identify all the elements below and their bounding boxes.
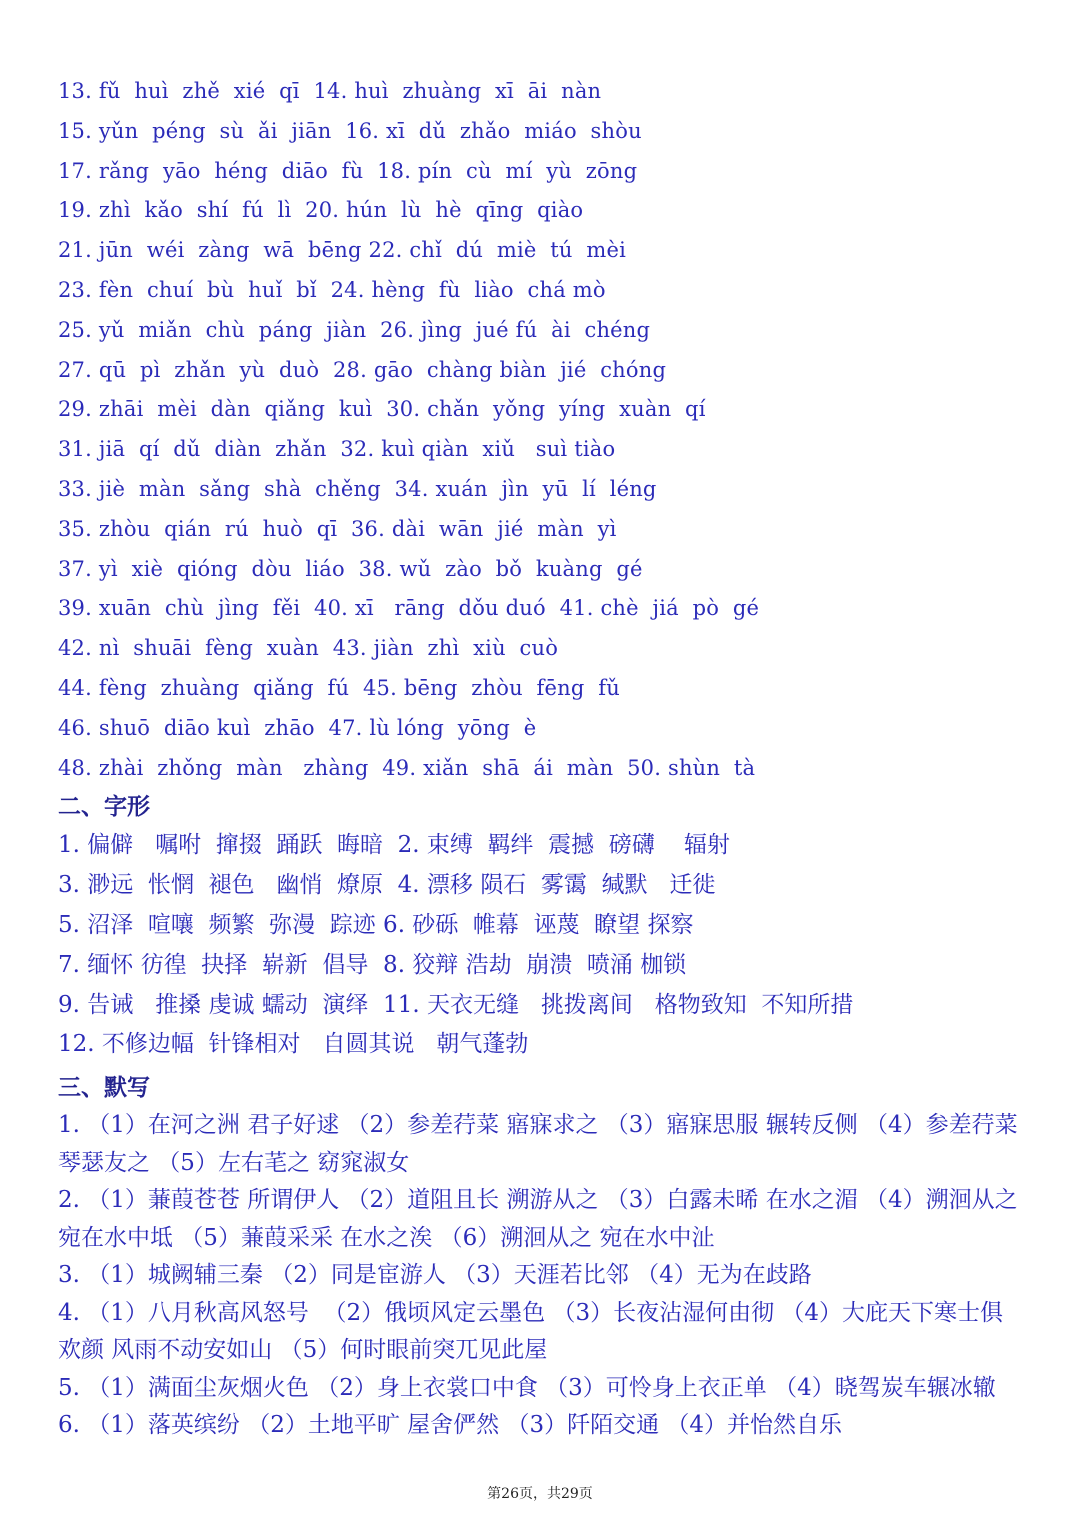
zixing-line: 12. 不修边幅 针锋相对 自圆其说 朝气蓬勃: [58, 1031, 529, 1058]
pinyin-line: 29. zhāi mèi dàn qiǎng kuì 30. chǎn yǒng yíng xuàn qí: [58, 397, 706, 422]
pinyin-line: 42. nì shuāi fèng xuàn 43. jiàn zhì xiù cuò: [58, 636, 559, 661]
moxie-paragraph: 2. （1）蒹葭苍苍 所谓伊人 （2）道阻且长 溯游从之 （3）白露未晞 在水之湄 （4）溯洄从之 宛在水中坻 （5）蒹葭采采 在水之涘 （6）溯洄从之 宛在水中沚: [58, 1187, 1025, 1251]
pinyin-line: 35. zhòu qián rú huò qī 36. dài wān jié màn yì: [58, 516, 617, 541]
pinyin-line: 19. zhì kǎo shí fú lì 20. hún lù hè qīng qiào: [58, 198, 584, 223]
pinyin-line: 21. jūn wéi zàng wā bēng 22. chǐ dú miè tú mèi: [58, 238, 627, 263]
zixing-line: 5. 沼泽 喧嚷 频繁 弥漫 踪迹 6. 砂砾 帷幕 诬蔑 瞭望 探察: [58, 911, 694, 938]
zixing-line: 9. 告诫 推搡 虔诚 蠕动 演绎 11. 天衣无缝 挑拨离间 格物致知 不知所措: [58, 991, 854, 1018]
pinyin-line: 17. rǎng yāo héng diāo fù 18. pín cù mí yù zōng: [58, 158, 638, 183]
pinyin-line: 31. jiā qí dǔ diàn zhǎn 32. kuì qiàn xiǔ suì tiào: [58, 437, 616, 462]
moxie-paragraph: 4. （1）八月秋高风怒号 （2）俄顷风定云墨色 （3）长夜沾湿何由彻 （4）大庇天下寒士俱欢颜 风雨不动安如山 （5）何时眼前突兀见此屋: [58, 1299, 1004, 1364]
moxie-section: [58, 1107, 1038, 1445]
pinyin-line: 23. fèn chuí bù huǐ bǐ 24. hèng fù liào chá mò: [58, 277, 606, 302]
pinyin-line: 48. zhài zhǒng màn zhàng 49. xiǎn shā ái màn 50. shùn tà: [58, 755, 756, 780]
pinyin-line: 39. xuān chù jìng fěi 40. xī rāng dǒu duó 41. chè jiá pò gé: [58, 596, 760, 621]
moxie-paragraph: 1. （1）在河之洲 君子好逑 （2）参差荇菜 寤寐求之 （3）寤寐思服 辗转反侧 （4）参差荇菜 琴瑟友之 （5）左右芼之 窈窕淑女: [58, 1112, 1025, 1176]
zixing-section: [58, 826, 1038, 1065]
pinyin-line: 27. qū pì zhǎn yù duò 28. gāo chàng biàn jié chóng: [58, 357, 667, 382]
pinyin-line: 33. jiè màn sǎng shà chěng 34. xuán jìn yū lí léng: [58, 476, 657, 501]
pinyin-line: 37. yì xiè qióng dòu liáo 38. wǔ zào bǒ kuàng gé: [58, 556, 643, 581]
pinyin-line: 44. fèng zhuàng qiǎng fú 45. bēng zhòu fēng fǔ: [58, 675, 620, 700]
moxie-paragraph: 6. （1）落英缤纷 （2）土地平旷 屋舍俨然 （3）阡陌交通 （4）并怡然自乐: [58, 1412, 843, 1439]
pinyin-line: 46. shuō diāo kuì zhāo 47. lù lóng yōng è: [58, 715, 537, 740]
page-footer: 第26页，共29页: [487, 1486, 593, 1502]
pinyin-line: 13. fǔ huì zhě xié qī 14. huì zhuàng xī āi nàn: [58, 79, 602, 103]
section-heading-moxie: 三、默写: [58, 1074, 150, 1102]
zixing-line: 1. 偏僻 嘱咐 撺掇 踊跃 晦暗 2. 束缚 羁绊 震撼 磅礴 辐射: [58, 832, 731, 859]
zixing-line: 7. 缅怀 彷徨 抉择 崭新 倡导 8. 狡辩 浩劫 崩溃 喷涌 枷锁: [58, 951, 687, 978]
answer-page: [58, 72, 1038, 1445]
section-heading-zixing: 二、字形: [58, 793, 150, 821]
pinyin-line: 15. yǔn péng sù ǎi jiān 16. xī dǔ zhǎo miáo shòu: [58, 118, 642, 143]
pinyin-section: [58, 72, 1038, 788]
zixing-line: 3. 渺远 怅惘 褪色 幽悄 燎原 4. 漂移 陨石 雾霭 缄默 迁徙: [58, 872, 716, 899]
pinyin-line: 25. yǔ miǎn chù páng jiàn 26. jìng jué fú ài chéng: [58, 317, 651, 342]
moxie-paragraph: 3. （1）城阙辅三秦 （2）同是宦游人 （3）天涯若比邻 （4）无为在歧路: [58, 1262, 812, 1289]
moxie-paragraph: 5. （1）满面尘灰烟火色 （2）身上衣裳口中食 （3）可怜身上衣正单 （4）晓驾炭车辗冰辙: [58, 1374, 996, 1401]
